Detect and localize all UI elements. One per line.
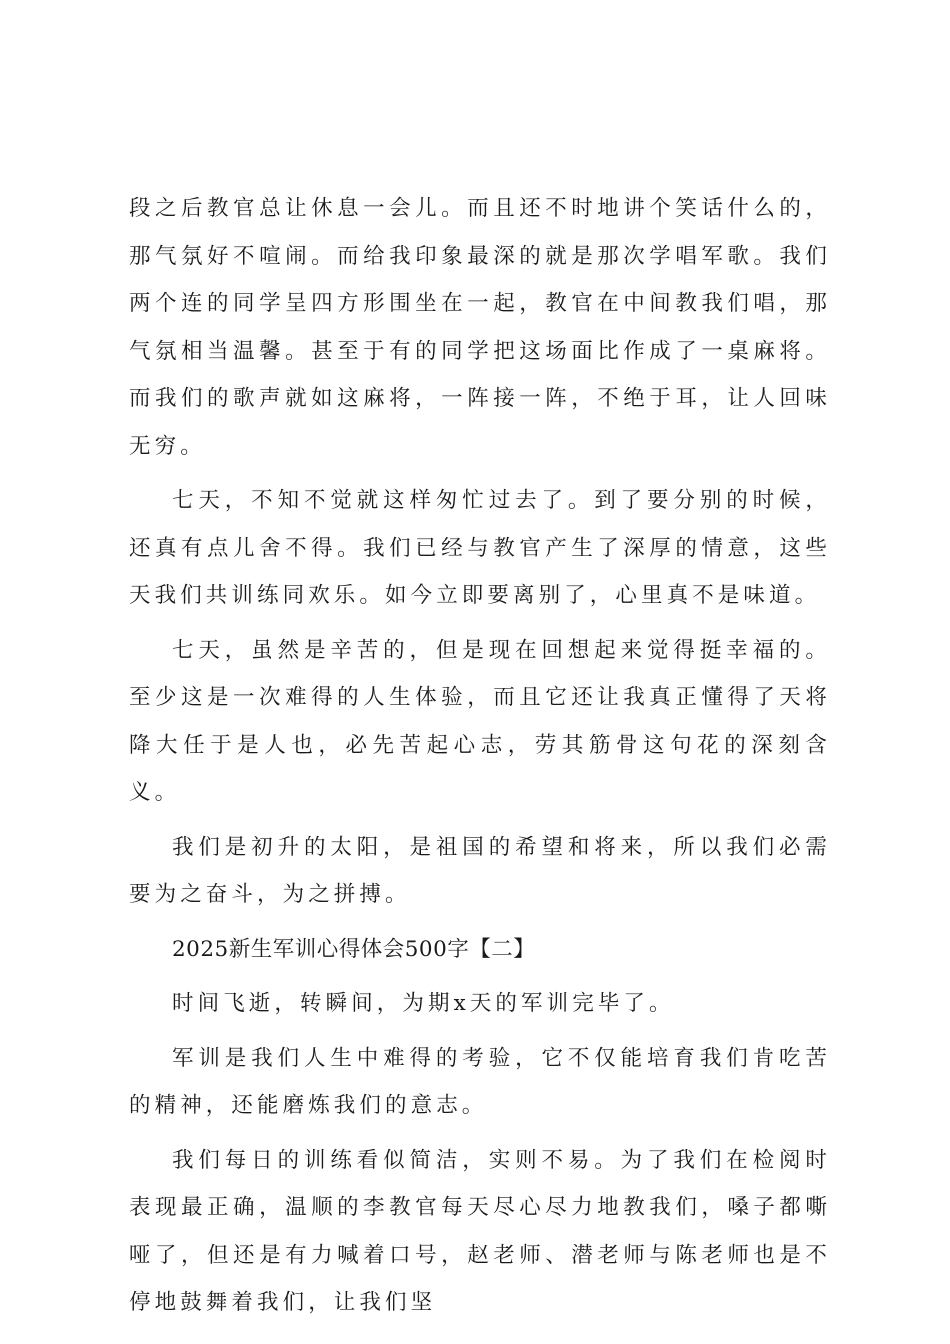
- paragraph-6: 军训是我们人生中难得的考验，它不仅能培育我们肯吃苦的精神，还能磨炼我们的意志。: [129, 1045, 831, 1118]
- paragraph-4: 我们是初升的太阳，是祖国的希望和将来，所以我们必需要为之奋斗，为之拼搏。: [129, 834, 831, 907]
- paragraph-7: 我们每日的训练看似简洁，实则不易。为了我们在检阅时表现最正确，温顺的李教官每天尽心尽力地教我们，嗓子都嘶哑了，但还是有力喊着口号，赵老师、潜老师与陈老师也是不停地鼓舞着我们，让我们坚: [129, 1147, 831, 1315]
- section-heading: 2025新生军训心得体会500字【二】: [172, 936, 536, 962]
- paragraph-2: 七天，不知不觉就这样匆忙过去了。到了要分别的时候，还真有点儿舍不得。我们已经与教官产生了深厚的情意，这些天我们共训练同欢乐。如今立即要离别了，心里真不是味道。: [129, 488, 831, 608]
- document-body: [129, 185, 831, 1334]
- paragraph-3: 七天，虽然是辛苦的，但是现在回想起来觉得挺幸福的。至少这是一次难得的人生体验，而且它还让我真正懂得了天将降大任于是人也，必先苦起心志，劳其筋骨这句花的深刻含义。: [129, 637, 831, 805]
- paragraph-1: 段之后教官总让休息一会儿。而且还不时地讲个笑话什么的，那气氛好不喧闹。而给我印象最深的就是那次学唱军歌。我们两个连的同学呈四方形围坐在一起，教官在中间教我们唱，那气氛相当温馨。甚至于有的同学把这场面比作成了一桌麻将。而我们的歌声就如这麻将，一阵接一阵，不绝于耳，让人回味无穷。: [129, 196, 831, 459]
- paragraph-5: 时间飞逝，转瞬间，为期x天的军训完毕了。: [172, 991, 675, 1016]
